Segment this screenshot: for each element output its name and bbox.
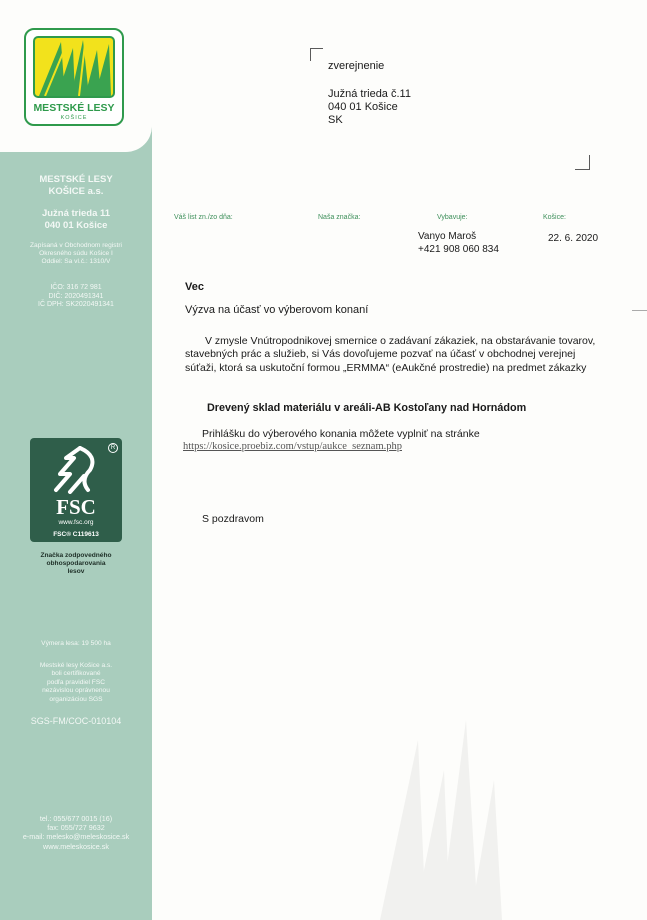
registration-text: Prihlášku do výberového konania môžete vyplniť na stránke: [202, 428, 480, 440]
letterhead-sidebar: [0, 0, 152, 920]
handled-by: [418, 230, 499, 256]
fold-mark: [632, 310, 647, 311]
your-letter-label: Váš list zn./zo dňa:: [174, 214, 233, 221]
letter-date: 22. 6. 2020: [548, 233, 599, 244]
fsc-caption: Značka zodpovedného obhospodarovania lesov: [40, 552, 112, 576]
handled-by-phone: +421 908 060 834: [418, 244, 499, 256]
subject-heading: Vec: [185, 281, 204, 293]
recipient-address: Južná trieda č.11 040 01 Košice SK: [328, 88, 411, 127]
fsc-badge: [30, 438, 122, 542]
closing: S pozdravom: [202, 513, 264, 525]
fsc-license-code: FSC® C119613: [53, 531, 99, 538]
company-address: Južná trieda 11 040 01 Košice: [41, 208, 111, 231]
registered-mark: R: [108, 443, 118, 453]
recipient-name: zverejnenie: [328, 60, 385, 72]
fsc-tree-icon: [50, 446, 102, 494]
company-ids: IČO: 316 72 981 DIČ: 2020491341 IČ DPH: SK2020491341: [38, 284, 114, 309]
address-window-mark-top: [310, 48, 323, 61]
logo-name: MESTSKÉ LESY: [33, 102, 115, 114]
tree-watermark-icon: [370, 700, 520, 920]
company-logo: [24, 28, 124, 126]
handled-by-label: Vybavuje:: [437, 214, 468, 221]
certification-code: SGS-FM/COC-010104: [30, 716, 122, 726]
handled-by-name: Vanyo Maroš: [418, 231, 477, 242]
fsc-url: www.fsc.org: [58, 519, 94, 526]
sidebar-logo-area: [0, 0, 152, 152]
company-name: MESTSKÉ LESY KOŠICE a.s.: [39, 174, 113, 197]
company-registry: Zapísaná v Obchodnom registri Okresného súdu Košice I Oddiel: Sa vl.č.: 1310/V: [30, 242, 122, 266]
our-ref-label: Naša značka:: [318, 214, 361, 221]
tree-logo-icon: [33, 36, 115, 98]
contact-info: tel.: 055/677 0015 (16) fax: 055/727 9632 e-mail: melesko@meleskosice.sk www.meleskosice.sk: [22, 814, 130, 851]
address-window-mark-bottom: [575, 155, 590, 170]
fsc-name: FSC: [56, 495, 96, 519]
logo-subtitle: KOŠICE: [60, 115, 88, 121]
project-title: Drevený sklad materiálu v areáli-AB Kostoľany nad Hornádom: [207, 402, 527, 414]
certification-text: Mestské lesy Košice a.s. boli certifikované podľa pravidiel FSC nezávislou oprávnenou organizáciou SGS: [39, 662, 113, 703]
subject-line: Výzva na účasť vo výberovom konaní: [185, 304, 369, 316]
forest-area: Výmera lesa: 19 500 ha: [41, 640, 111, 647]
letter-body: V zmysle Vnútropodnikovej smernice o zadávaní zákaziek, na obstarávanie tovarov, stavebných prác a služieb, si Vás dovoľujeme pozvať na účasť v obchodnej verejnej súťaži, ktorá sa uskutoční formou „ERMMA“ (eAukčné prostredie) na predmet zákazky: [185, 335, 596, 374]
place-label: Košice:: [543, 214, 566, 221]
auction-link[interactable]: https://kosice.proebiz.com/vstup/aukce_seznam.php: [183, 441, 402, 452]
